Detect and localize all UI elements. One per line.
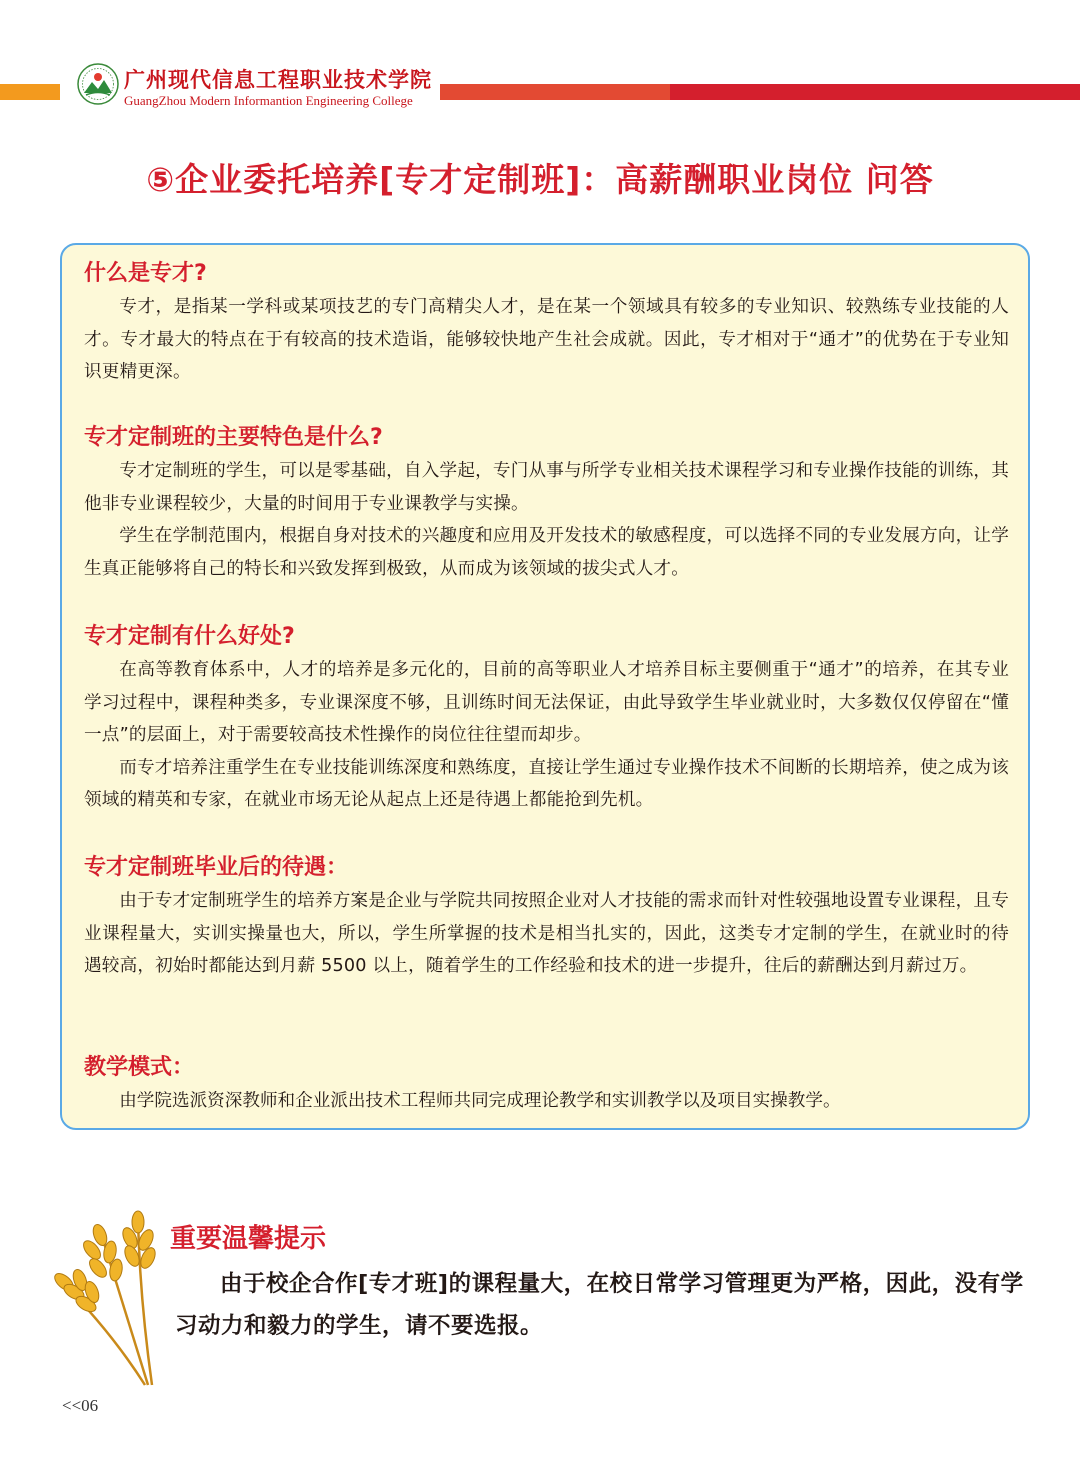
qa-heading: 专才定制班的主要特色是什么? [84,425,383,450]
qa-section-treatment [84,853,1009,983]
qa-section-teaching-mode [84,1053,1009,1118]
page-number: <<06 [62,1396,99,1415]
qa-paragraph: 专才定制班的学生，可以是零基础，自入学起，专门从事与所学专业相关技术课程学习和专业操作技能的训练，其他非专业课程较少，大量的时间用于专业课教学与实操。 [84,461,1009,514]
page-title: ⑤企业委托培养[专才定制班]：高薪酬职业岗位 问答 [146,160,934,199]
header-bar-orange [0,84,60,100]
qa-section-features [84,423,1009,585]
qa-heading: 什么是专才? [84,261,207,286]
qa-section-benefits [84,622,1009,817]
qa-paragraph: 在高等教育体系中，人才的培养是多元化的，目前的高等职业人才培养目标主要侧重于“通才”的培养，在其专业学习过程中，课程种类多，专业课深度不够，且训练时间无法保证，由此导致学生毕业就业时，大多数仅仅停留在“懂一点”的层面上，对于需要较高技术性操作的岗位往往望而却步。 [84,660,1009,745]
school-logo-icon [76,62,120,106]
header-bar-red-light [440,84,670,100]
qa-paragraph: 而专才培养注重学生在专业技能训练深度和熟练度，直接让学生通过专业操作技术不间断的长期培养，使之成为该领域的精英和专家，在就业市场无论从起点上还是待遇上都能抢到先机。 [84,757,1009,810]
qa-section-what-is-specialist [84,259,1009,389]
qa-paragraph: 专才，是指某一学科或某项技艺的专门高精尖人才，是在某一个领域具有较多的专业知识、较熟练专业技能的人才。专才最大的特点在于有较高的技术造诣，能够较快地产生社会成就。因此，专才相对于“通才”的优势在于专业知识更精更深。 [84,297,1009,382]
qa-paragraph: 学生在学制范围内，根据自身对技术的兴趣度和应用及开发技术的敏感程度，可以选择不同的专业发展方向，让学生真正能够将自己的特长和兴致发挥到极致，从而成为该领域的拔尖式人才。 [84,526,1009,579]
header-bar-red [670,84,1080,100]
qa-heading: 专才定制有什么好处? [84,624,295,649]
qa-paragraph: 由学院选派资深教师和企业派出技术工程师共同完成理论教学和实训教学以及项目实操教学。 [119,1091,841,1111]
tip-heading: 重要温馨提示 [170,1224,327,1254]
qa-box [60,243,1030,1130]
qa-heading: 教学模式： [84,1055,195,1080]
wheat-icon [30,1190,180,1390]
school-name-en: GuangZhou Modern Informantion Engineering College [124,93,413,108]
school-name-cn: 广州现代信息工程职业技术学院 [124,67,432,92]
qa-heading: 专才定制班毕业后的待遇： [84,855,349,880]
qa-paragraph: 由于专才定制班学生的培养方案是企业与学院共同按照企业对人才技能的需求而针对性较强地设置专业课程，且专业课程量大，实训实操量也大，所以，学生所掌握的技术是相当扎实的，因此，这类专才定制的学生，在就业时的待遇较高，初始时都能达到月薪 5500 以上，随着学生的工作经验和技术的进一步提升，往后的薪酬达到月薪过万。 [84,891,1009,976]
tip-text: 由于校企合作[专才班]的课程量大，在校日常学习管理更为严格，因此，没有学习动力和毅力的学生，请不要选报。 [175,1271,1024,1339]
